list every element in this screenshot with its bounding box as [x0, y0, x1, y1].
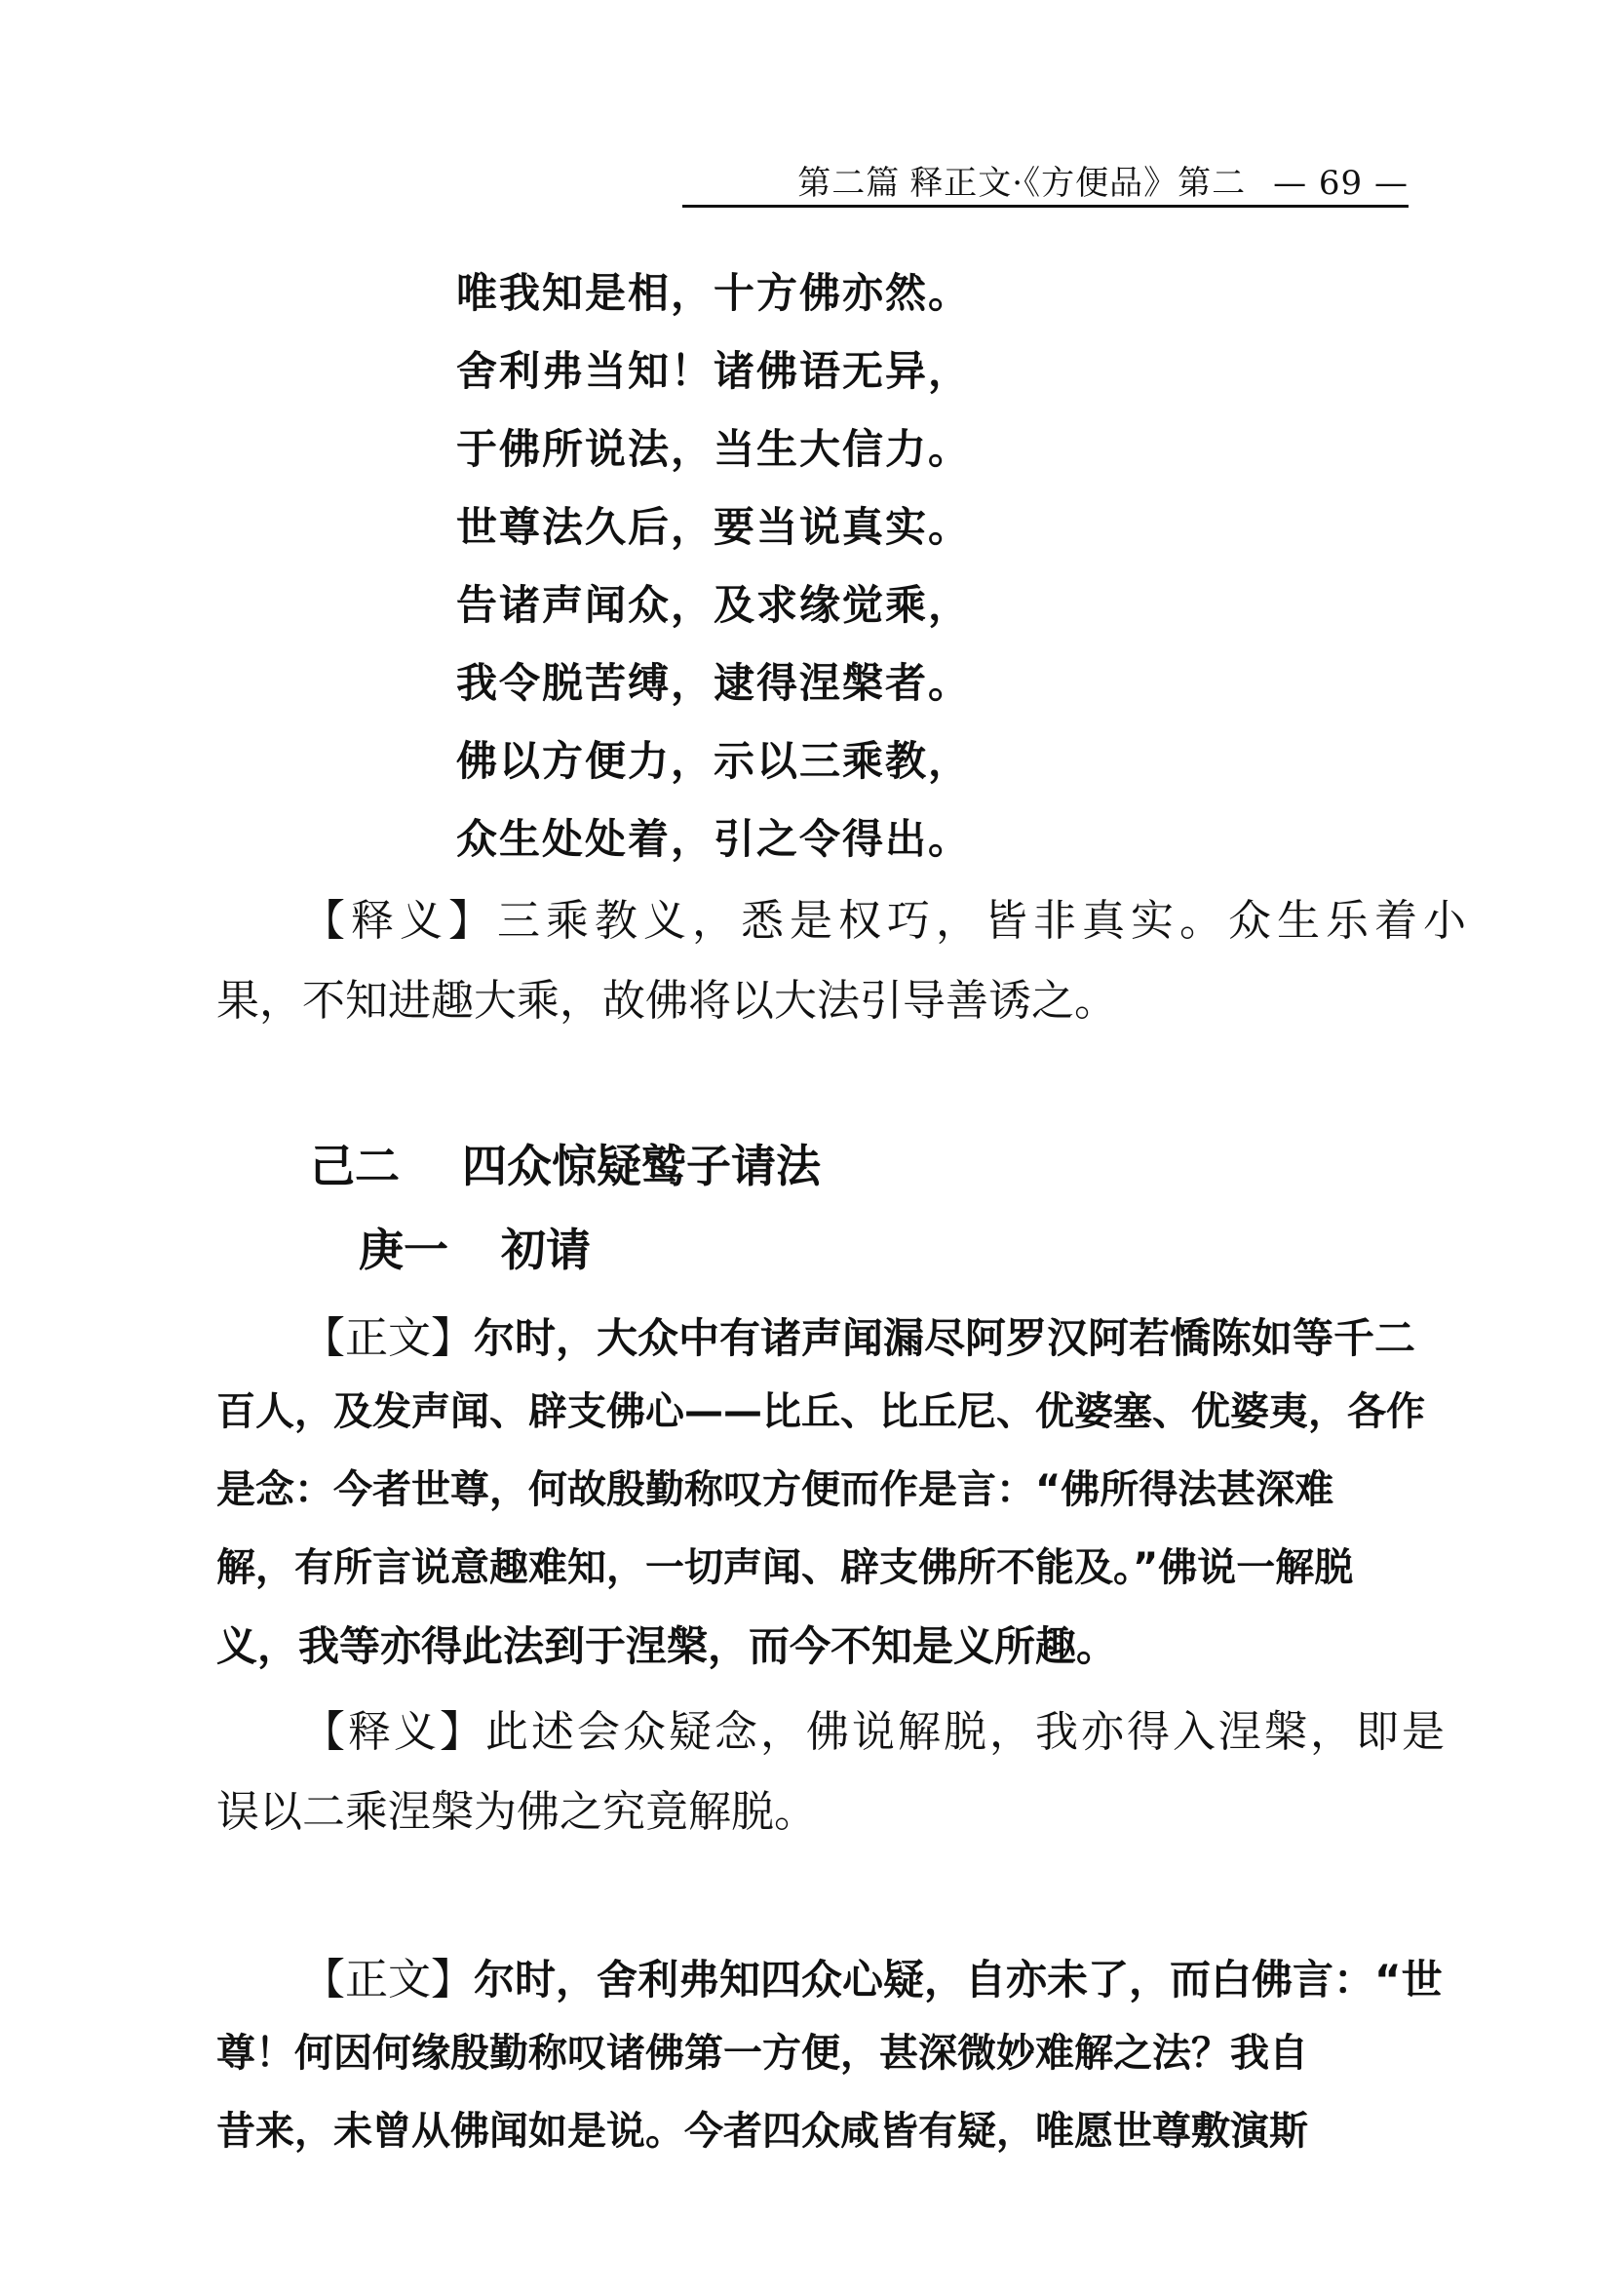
section-heading-code: 己二 [310, 1140, 400, 1192]
commentary-line: 【释义】此述会众疑念，佛说解脱，我亦得入涅槃，即是 [302, 1707, 1448, 1757]
scripture-tag: 【正文】 [302, 1313, 474, 1363]
verse-line: 世尊法久后，要当说真实。 [456, 503, 972, 551]
header-section: 释正文·《方便品》第二 [909, 164, 1247, 203]
subsection-heading [359, 1215, 591, 1279]
header-page-number: — 69 — [1273, 164, 1409, 203]
scripture-line: 是念：今者世尊，何故殷勤称叹方便而作是言：“佛所得法甚深难 [216, 1467, 1334, 1512]
header-part: 第二篇 [797, 164, 901, 203]
subsection-heading-title: 初请 [501, 1224, 591, 1276]
scripture-line: 尊！何因何缘殷勤称叹诸佛第一方便，甚深微妙难解之法？我自 [216, 2031, 1308, 2076]
verse-line: 众生处处着，引之令得出。 [456, 815, 972, 863]
verse-line: 佛以方便力，示以三乘教， [456, 737, 972, 785]
subsection-heading-code: 庚一 [359, 1224, 448, 1276]
header-rule [682, 205, 1409, 208]
commentary-tag: 【释义】 [302, 896, 497, 946]
verse-line: 舍利弗当知！诸佛语无异， [456, 347, 972, 395]
commentary-line: 果，不知进趣大乘，故佛将以大法引导善诱之。 [216, 976, 1117, 1026]
section-heading-title: 四众惊疑鹫子请法 [462, 1140, 821, 1192]
scripture-line: 昔来，未曾从佛闻如是说。今者四众咸皆有疑，唯愿世尊敷演斯 [216, 2109, 1308, 2154]
section-heading [310, 1131, 821, 1195]
scripture-line: 【正文】尔时，舍利弗知四众心疑，自亦未了，而白佛言：“世 [302, 1955, 1443, 2004]
scripture-line: 百人，及发声闻、辟支佛心——比丘、比丘尼、优婆塞、优婆夷，各作 [216, 1389, 1425, 1434]
verse-line: 我令脱苦缚，逮得涅槃者。 [456, 659, 972, 707]
scripture-tag: 【正文】 [302, 1955, 474, 2004]
verse-line: 于佛所说法，当生大信力。 [456, 425, 972, 473]
verse-line: 告诸声闻众，及求缘觉乘， [456, 581, 972, 629]
commentary-line: 误以二乘涅槃为佛之究竟解脱。 [216, 1787, 817, 1837]
scripture-line: 义，我等亦得此法到于涅槃，而今不知是义所趣。 [216, 1622, 1118, 1670]
scripture-line: 【正文】尔时，大众中有诸声闻漏尽阿罗汉阿若憍陈如等千二 [302, 1313, 1416, 1363]
running-header [682, 156, 1409, 204]
commentary-tag: 【释义】 [302, 1707, 485, 1757]
commentary-line: 【释义】三乘教义，悉是权巧，皆非真实。众生乐着小 [302, 896, 1472, 946]
scripture-line: 解，有所言说意趣难知，一切声闻、辟支佛所不能及。”佛说一解脱 [216, 1545, 1354, 1590]
verse-line: 唯我知是相，十方佛亦然。 [456, 269, 972, 317]
